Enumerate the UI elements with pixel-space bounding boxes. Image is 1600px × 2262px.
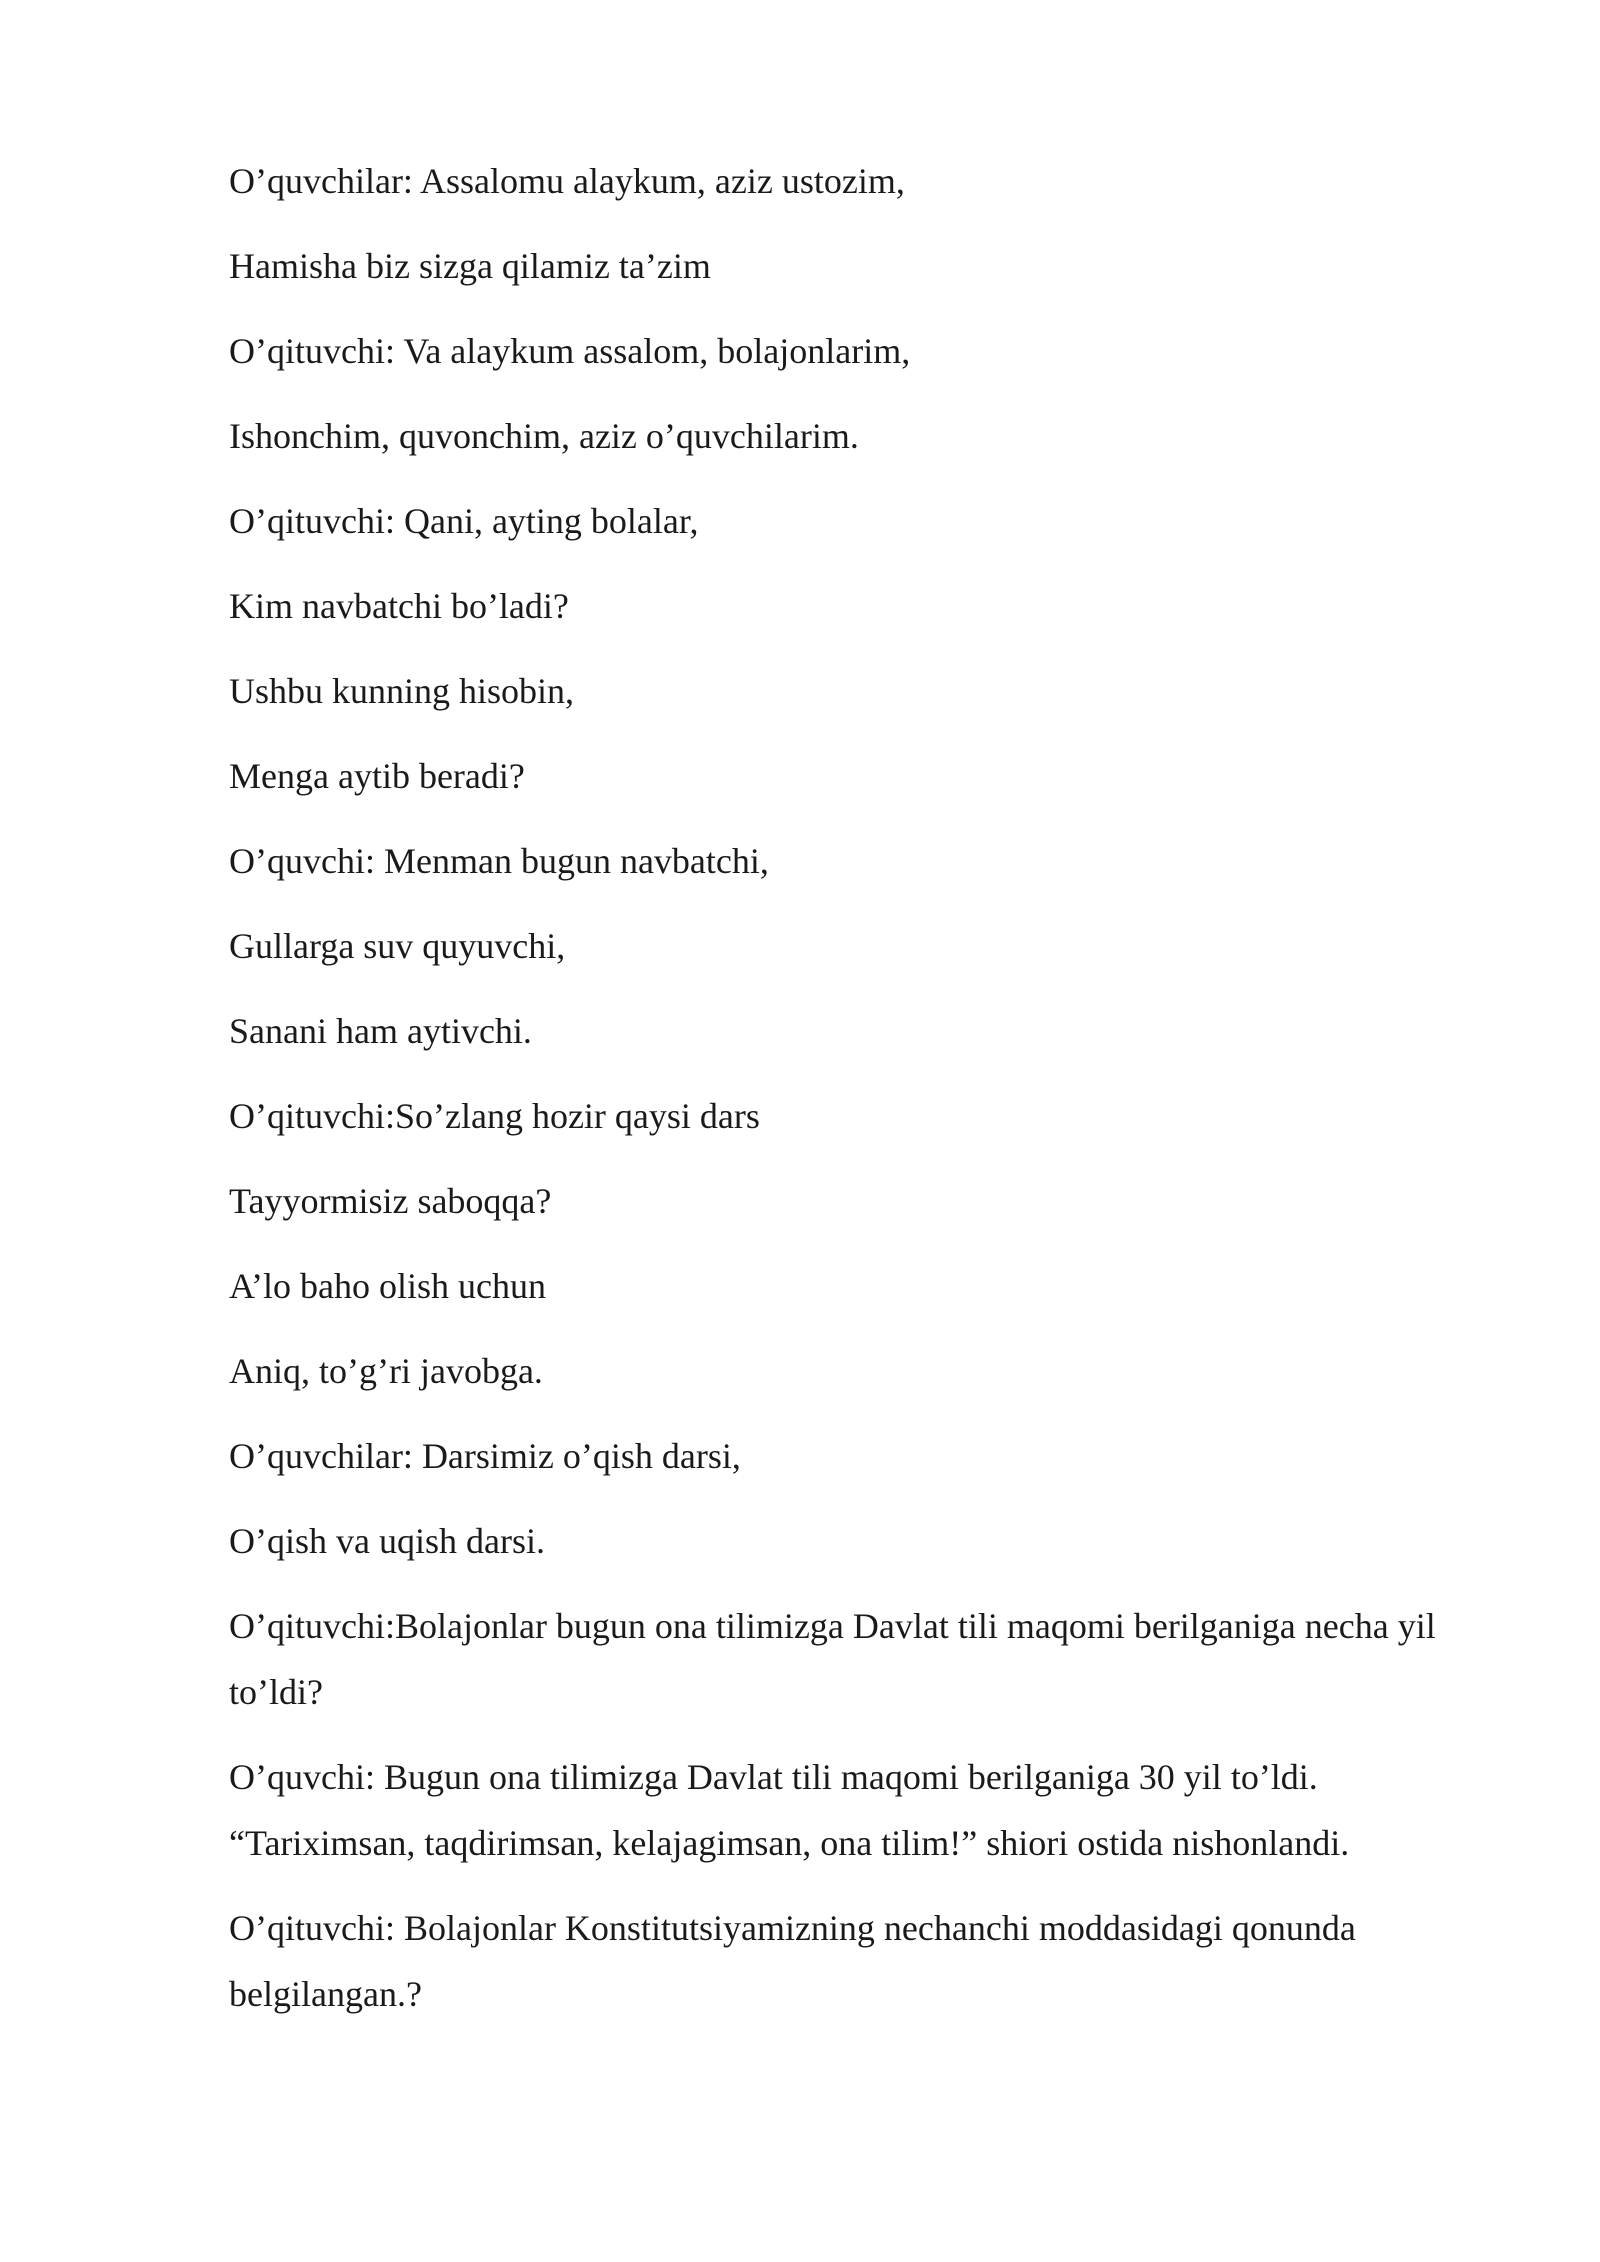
paragraph: Menga aytib beradi?: [229, 756, 525, 796]
paragraph: O’quvchilar: Assalomu alaykum, aziz ustozim,: [229, 161, 905, 201]
paragraph: A’lo baho olish uchun: [229, 1266, 546, 1306]
paragraph: O’quvchi: Menman bugun navbatchi,: [229, 841, 769, 881]
paragraph: O’qituvchi: Va alaykum assalom, bolajonlarim,: [229, 331, 911, 371]
paragraph: Aniq, to’g’ri javobga.: [229, 1351, 543, 1391]
paragraph: O’qish va uqish darsi.: [229, 1521, 545, 1561]
paragraph: O’qituvchi: Qani, ayting bolalar,: [229, 501, 699, 541]
paragraph: Tayyormisiz saboqqa?: [229, 1181, 552, 1221]
paragraph: Ushbu kunning hisobin,: [229, 671, 575, 711]
paragraph: Sanani ham aytivchi.: [229, 1011, 532, 1051]
paragraph: O’qituvchi:Bolajonlar bugun ona tilimizga Davlat tili maqomi berilganiga necha yil to’ldi?: [229, 1606, 1436, 1712]
paragraph: Kim navbatchi bo’ladi?: [229, 586, 569, 626]
paragraph: O’quvchi: Bugun ona tilimizga Davlat tili maqomi berilganiga 30 yil to’ldi. “Tariximsan, taqdirimsan, kelajagimsan, ona tilim!” shiori ostida nishonlandi.: [229, 1757, 1350, 1863]
document-body: [229, 148, 1469, 2046]
paragraph: Hamisha biz sizga qilamiz ta’zim: [229, 246, 711, 286]
paragraph: Gullarga suv quyuvchi,: [229, 926, 566, 966]
paragraph: Ishonchim, quvonchim, aziz o’quvchilarim.: [229, 416, 859, 456]
paragraph: O’qituvchi: Bolajonlar Konstitutsiyamizning nechanchi moddasidagi qonunda belgilangan.?: [229, 1908, 1356, 2014]
paragraph: O’quvchilar: Darsimiz o’qish darsi,: [229, 1436, 741, 1476]
paragraph: O’qituvchi:So’zlang hozir qaysi dars: [229, 1096, 760, 1136]
